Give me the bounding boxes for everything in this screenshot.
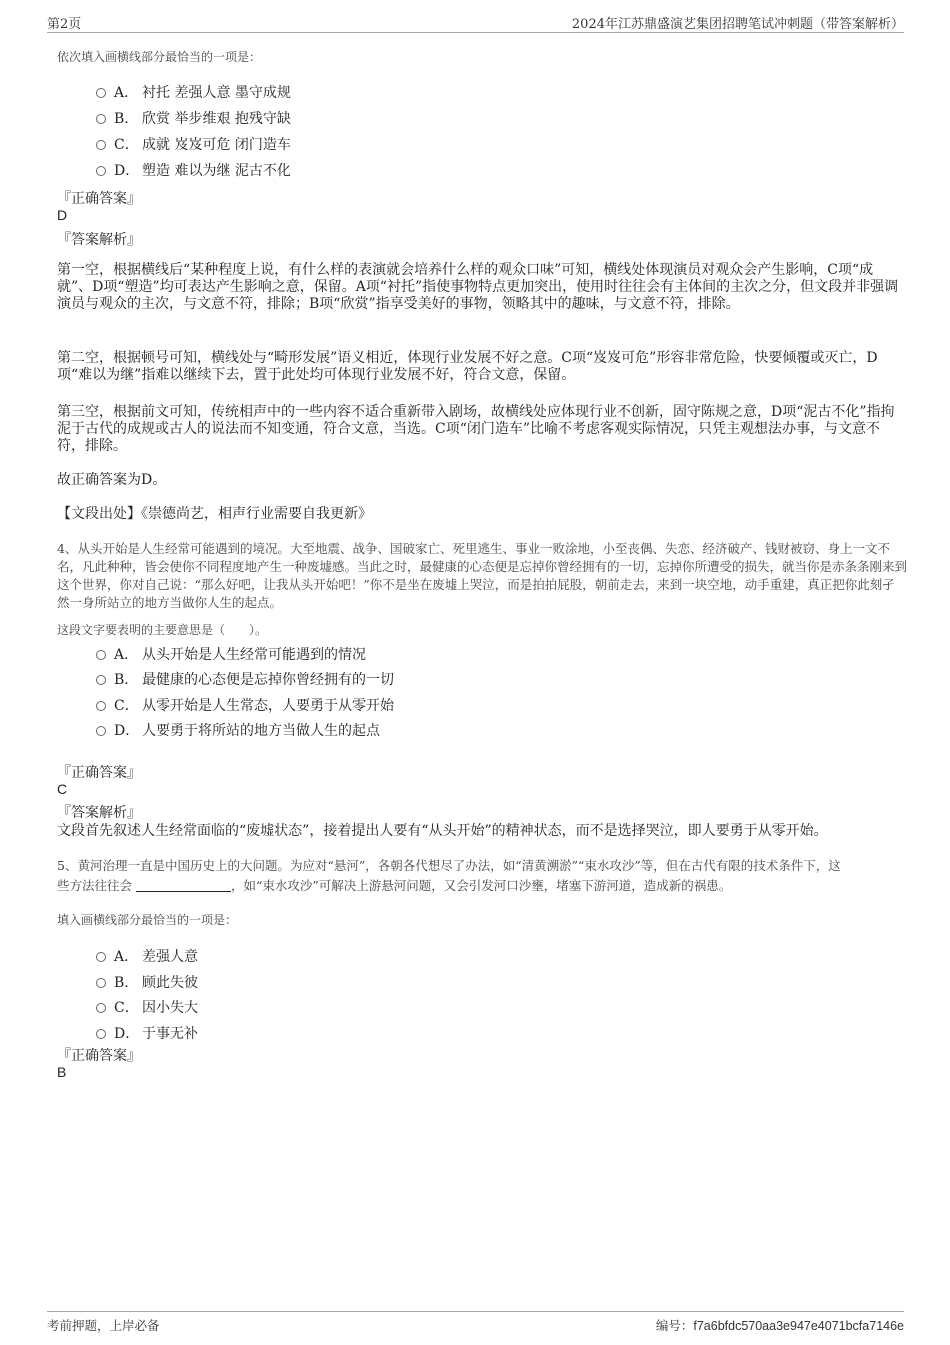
- q3-option-c[interactable]: [96, 134, 291, 154]
- option-text: 顾此失彼: [142, 975, 198, 991]
- q3-analysis-p3: 第三空，根据前文可知，传统相声中的一些内容不适合重新带入剧场，故横线处应体现行业不创新，固守陈规之意，D项“泥古不化”指拘泥于古代的成规或古人的说法而不知变通，符合文意，当选。C项“闭门造车”比喻不考虑客观实际情况，只凭主观想法办事，与文意不符，排除。: [57, 404, 895, 454]
- radio-icon[interactable]: [96, 88, 106, 98]
- page-header: [47, 0, 904, 33]
- q3-option-b[interactable]: [96, 108, 291, 128]
- option-letter: A．: [114, 85, 139, 101]
- radio-icon[interactable]: [96, 140, 106, 150]
- option-letter: C．: [114, 698, 139, 714]
- footer-code: [656, 1316, 904, 1334]
- option-text: 因小失大: [142, 1000, 198, 1016]
- radio-icon[interactable]: [96, 650, 106, 660]
- option-letter: A．: [114, 949, 139, 965]
- q4-option-c[interactable]: [96, 695, 394, 715]
- footer-slogan: 考前押题，上岸必备: [47, 1318, 160, 1333]
- q3-analysis-conclusion: 故正确答案为D。: [57, 472, 167, 488]
- option-letter: D．: [114, 163, 140, 179]
- radio-icon[interactable]: [96, 952, 106, 962]
- option-text: 欣赏 举步维艰 抱残守缺: [142, 111, 291, 127]
- option-text: 差强人意: [142, 949, 198, 965]
- radio-icon[interactable]: [96, 675, 106, 685]
- radio-icon[interactable]: [96, 701, 106, 711]
- q4-answer-label: 『正确答案』: [57, 765, 141, 781]
- q4-option-a[interactable]: [96, 644, 366, 664]
- q3-answer: D: [57, 207, 68, 223]
- q4-question: 这段文字要表明的主要意思是（ ）。: [57, 623, 268, 637]
- q3-prompt: 依次填入画横线部分最恰当的一项是：: [57, 50, 262, 64]
- q3-analysis-p2: 第二空，根据顿号可知，横线处与“畸形发展”语义相近，体现行业发展不好之意。C项“岌岌可危”形容非常危险，快要倾覆或灭亡，D项“难以为继”指难以继续下去，置于此处均可体现行业发展不好，符合文意，保留。: [57, 350, 878, 383]
- q3-analysis-label: 『答案解析』: [57, 232, 141, 248]
- option-text: 从头开始是人生经常可能遇到的情况: [142, 647, 366, 663]
- q3-option-d[interactable]: [96, 160, 291, 180]
- option-letter: C．: [114, 1000, 139, 1016]
- q3-answer-label: 『正确答案』: [57, 191, 141, 207]
- q3-analysis-p1: 第一空，根据横线后“某种程度上说，有什么样的表演就会培养什么样的观众口味”可知，横线处体现演员对观众会产生影响，C项“成就”、D项“塑造”均可表达产生影响之意，保留。A项“衬托”指使事物特点更加突出，使用时往往会有主体间的主次之分，但文段并非强调演员与观众的主次，与文意不符，排除；B项“欣赏”指享受美好的事物，领略其中的趣味，与文意不符，排除。: [57, 262, 899, 312]
- radio-icon[interactable]: [96, 114, 106, 124]
- q5-passage-line2: [57, 876, 731, 894]
- document-title: 2024年江苏鼎盛演艺集团招聘笔试冲刺题（带答案解析）: [571, 17, 904, 32]
- q5-option-d[interactable]: [96, 1023, 198, 1043]
- option-letter: D．: [114, 723, 140, 739]
- q4-option-d[interactable]: [96, 720, 380, 740]
- page-footer: [47, 1311, 904, 1333]
- radio-icon[interactable]: [96, 1029, 106, 1039]
- option-text: 衬托 差强人意 墨守成规: [142, 85, 291, 101]
- option-text: 成就 岌岌可危 闭门造车: [142, 137, 291, 153]
- q5-passage-line1: 5、黄河治理一直是中国历史上的大问题。为应对“悬河”，各朝各代想尽了办法，如“清黄溯淤”“束水攻沙”等，但在古代有限的技术条件下，这: [57, 858, 841, 873]
- q3-option-a[interactable]: [96, 82, 291, 102]
- q5-passage-end: ，如“束水攻沙”可解决上游悬河问题，又会引发河口沙壅，堵塞下游河道，造成新的祸患。: [231, 878, 732, 893]
- q5-answer-label: 『正确答案』: [57, 1048, 141, 1064]
- q4-analysis-label: 『答案解析』: [57, 805, 141, 821]
- option-text: 最健康的心态便是忘掉你曾经拥有的一切: [142, 672, 394, 688]
- q4-analysis: 文段首先叙述人生经常面临的“废墟状态”，接着提出人要有“从头开始”的精神状态，而不是选择哭泣，即人要勇于从零开始。: [57, 823, 828, 839]
- option-text: 从零开始是人生常态，人要勇于从零开始: [142, 698, 394, 714]
- fill-blank: [136, 879, 231, 892]
- option-text: 塑造 难以为继 泥古不化: [142, 163, 291, 179]
- q5-passage-start: 些方法往往会: [57, 878, 133, 893]
- option-text: 人要勇于将所站的地方当做人生的起点: [142, 723, 380, 739]
- radio-icon[interactable]: [96, 726, 106, 736]
- option-letter: A．: [114, 647, 139, 663]
- q5-option-a[interactable]: [96, 946, 198, 966]
- q5-option-c[interactable]: [96, 997, 198, 1017]
- page-number: 第2页: [47, 17, 82, 32]
- q4-answer: C: [57, 781, 68, 797]
- option-letter: D．: [114, 1026, 140, 1042]
- radio-icon[interactable]: [96, 1003, 106, 1013]
- code-value: f7a6bfdc570aa3e947e4071bcfa7146e: [693, 1319, 904, 1333]
- option-letter: B．: [114, 975, 139, 991]
- option-letter: B．: [114, 111, 139, 127]
- radio-icon[interactable]: [96, 166, 106, 176]
- radio-icon[interactable]: [96, 978, 106, 988]
- option-letter: B．: [114, 672, 139, 688]
- q4-option-b[interactable]: [96, 669, 394, 689]
- q3-source: 【文段出处】《崇德尚艺，相声行业需要自我更新》: [57, 506, 372, 522]
- q5-answer: B: [57, 1064, 67, 1080]
- option-text: 于事无补: [142, 1026, 198, 1042]
- q5-prompt: 填入画横线部分最恰当的一项是：: [57, 913, 238, 927]
- q5-option-b[interactable]: [96, 972, 198, 992]
- q4-passage: 4、从头开始是人生经常可能遇到的境况。大至地震、战争、国破家亡、死里逃生、事业一败涂地，小至丧偶、失恋、经济破产、钱财被窃、身上一文不名，凡此种种，皆会使你不同程度地产生一种废墟感。当此之时，最健康的心态便是忘掉你曾经拥有的一切，忘掉你所遭受的损失，就当你是赤条条刚来到这个世界，你对自己说：“那么好吧，让我从头开始吧！”你不是坐在废墟上哭泣，而是拍拍屁股，朝前走去，来到一块空地，动手重建，真正把你此刻孑然一身所站立的地方当做你人生的起点。: [57, 541, 908, 610]
- option-letter: C．: [114, 137, 139, 153]
- code-label: 编号：: [655, 1318, 694, 1333]
